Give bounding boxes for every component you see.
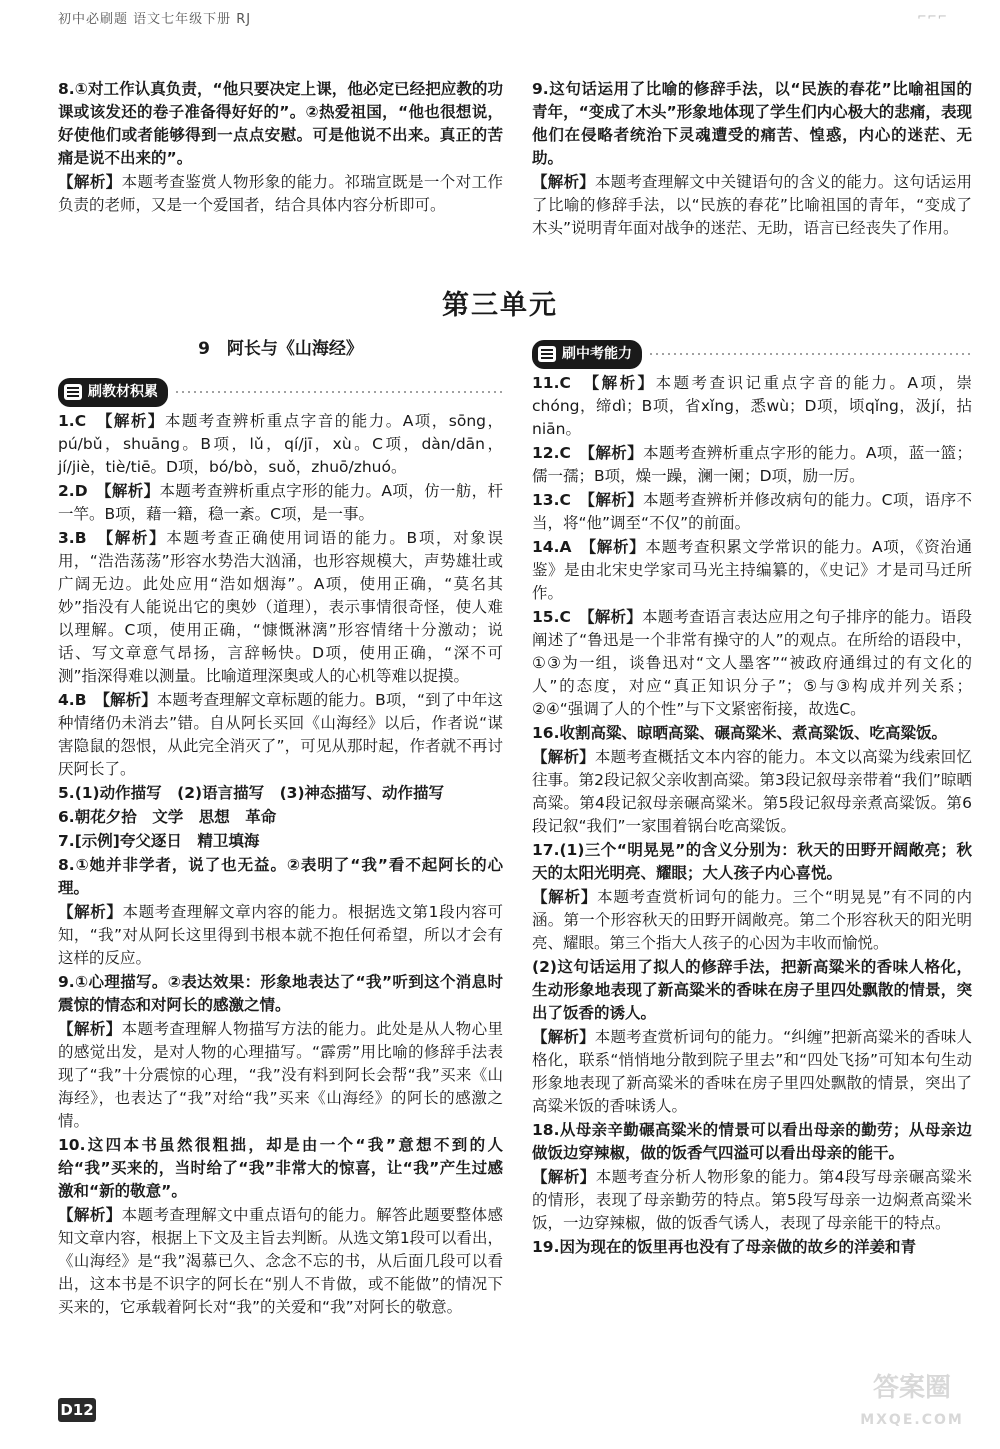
analysis-text: 本题考查理解文中关键语句的含义的能力。这句话运用了比喻的修辞手法，以“民族的春花”比喻祖国的青年，“变成了木头”说明青年面对战争的迷茫、无助，语言已经丧失了作用。 — [532, 173, 972, 237]
question-number: 16. — [532, 724, 560, 742]
question-number: 1. — [58, 412, 75, 430]
analysis-label: 【解析】 — [532, 748, 595, 766]
analysis-block — [532, 171, 972, 240]
answer-text: D — [74, 482, 88, 500]
answer-item — [58, 806, 503, 829]
watermark-logo — [842, 1372, 982, 1442]
analysis-block — [532, 886, 972, 955]
answer-text: 收割高粱、晾晒高粱、碾高粱米、煮高粱饭、吃高粱饭。 — [559, 724, 947, 742]
answer-list — [58, 410, 503, 1319]
analysis-text: 本题考查理解文中重点语句的能力。解答此题要整体感知文章内容，根据上下文及主旨去判断。从选文第1段可以看出，《山海经》是“我”渴慕已久、念念不忘的书，从后面几段可以看出，这本书是不识字的阿长在“别人不肯做，或不能做”的情况下买来的，它承载着阿长对“我”的关爱和“我”对阿长的敬意。 — [58, 1206, 503, 1316]
answer-text: [示例]夸父逐日 精卫填海 — [74, 832, 260, 850]
section-banner-right — [532, 340, 972, 368]
banner-label: 刷中考能力 — [562, 345, 632, 362]
analysis-text: 本题考查分析人物形象的能力。第4段写母亲碾高粱米的情形，表现了母亲勤劳的特点。第5段写母亲一边焖煮高粱米饭，一边穿辣椒，做的饭香气诱人，表现了母亲能干的特点。 — [532, 1168, 972, 1232]
answer-text: C — [559, 491, 571, 509]
answer-text: A — [559, 538, 572, 556]
lesson-title: 9 阿长与《山海经》 — [198, 339, 363, 359]
answer-item — [532, 1236, 972, 1259]
answer-text: B — [74, 529, 87, 547]
answer-item — [58, 410, 503, 479]
answer-text: C — [74, 412, 87, 430]
section-banner-left — [58, 378, 503, 406]
question-number: 10. — [58, 1136, 86, 1154]
answer-item — [532, 722, 972, 745]
answer-item — [58, 480, 503, 526]
analysis-label: 【解析】 — [532, 173, 595, 191]
analysis-label: 【解析】 — [104, 412, 165, 430]
top-left-column — [58, 78, 503, 218]
analysis-text: 本题考查概括文本内容的能力。本文以高粱为线索回忆往事。第2段记叙父亲收割高粱。第3段记叙母亲带着“我们”晾晒高粱。第4段记叙母亲碾高粱米。第5段记叙母亲煮高粱饭。第6段记叙“我们”一家围着锅台吃高粱饭。 — [532, 748, 972, 835]
answer-text: (2)这句话运用了拟人的修辞手法，把新高粱米的香味人格化，生动形象地表现了新高粱米的香味在房子里四处飘散的情景，突出了饭香的诱人。 — [532, 958, 972, 1022]
analysis-text: 本题考查赏析词句的能力。“纠缠”把新高粱米的香味人格化，联系“悄悄地分散到院子里去”和“四处飞扬”可知本句生动形象地表现了新高粱米的香味在房子里四处飘散的情景，突出了高粱米饭的香味诱人。 — [532, 1028, 972, 1115]
banner-badge — [58, 378, 168, 407]
answer-text: ①心理描写。②表达效果：形象地表达了“我”听到这个消息时震惊的情态和对阿长的感激之情。 — [58, 973, 503, 1014]
question-number: 13. — [532, 491, 560, 509]
analysis-block — [532, 1026, 972, 1118]
right-answers-column — [532, 340, 972, 1260]
analysis-label: 【解析】 — [105, 529, 167, 547]
question-number: 4. — [58, 691, 75, 709]
answer-text: 从母亲辛勤碾高粱米的情景可以看出母亲的勤劳；从母亲边做饭边穿辣椒，做的饭香气四溢可以看出母亲的能干。 — [532, 1121, 972, 1162]
answer-item — [58, 1134, 503, 1203]
analysis-block — [58, 1018, 503, 1133]
analysis-block — [58, 171, 503, 217]
answer-text: C — [559, 608, 571, 626]
analysis-block — [58, 901, 503, 970]
answer-text: 因为现在的饭里再也没有了母亲做的故乡的洋姜和青 — [559, 1238, 916, 1256]
brush-icon — [538, 346, 556, 362]
analysis-text: 本题考查赏析词句的能力。三个“明晃晃”有不同的内涵。第一个形容秋天的田野开阔敞亮。第二个形容秋天的阳光明亮、耀眼。第三个指大人孩子的心因为丰收而愉悦。 — [532, 888, 972, 952]
header-text: 初中必刷题 语文七年级下册 RJ — [58, 12, 252, 27]
analysis-label: 【解析】 — [103, 482, 160, 500]
watermark-title: 答案圈 — [872, 1373, 951, 1403]
analysis-label: 【解析】 — [58, 903, 123, 921]
analysis-text: 本题考查辨析重点字形的能力。A项，仿一舫，杆一竿。B项，藉一籍，稳一紊。C项，是一事。 — [58, 482, 503, 523]
analysis-label: 【解析】 — [587, 491, 644, 509]
analysis-label: 【解析】 — [588, 538, 646, 556]
answer-text: ①对工作认真负责，“他只要决定上课，他必定已经把应教的功课或该发还的卷子准备得好好的”。②热爱祖国，“他也很想说，好使他们或者能够得到一点点安慰。可是他说不出来。真正的苦痛是说不出来的”。 — [58, 80, 503, 167]
question-number: 8. — [58, 80, 75, 98]
analysis-block — [532, 746, 972, 838]
answer-item — [532, 78, 972, 170]
answer-text: (1)三个“明晃晃”的含义分别为：秋天的田野开阔敞亮；秋天的太阳光明亮、耀眼；大人孩子内心喜悦。 — [532, 841, 972, 882]
answer-text: B — [74, 691, 87, 709]
answer-list — [532, 372, 972, 1259]
brush-icon — [64, 384, 82, 400]
analysis-text: 本题考查语言表达应用之句子排序的能力。语段阐述了“鲁迅是一个非常有操守的人”的观点。在所给的语段中，①③为一组，谈鲁迅对“文人墨客”“被政府通缉过的有文化的人”的态度，对应“真正知识分子”；⑤与③构成并列关系；②④“强调了人的个性”与下文紧密衔接，故选C。 — [532, 608, 972, 718]
left-answers-column — [58, 378, 503, 1320]
analysis-label: 【解析】 — [591, 374, 656, 392]
answer-item — [58, 689, 503, 781]
analysis-text: 本题考查辨析重点字形的能力。A项，蓝一篮；儒一孺；B项，燥一躁，澜一阑；D项，励一厉。 — [532, 444, 972, 485]
answer-item — [58, 782, 503, 805]
analysis-text: 本题考查辨析并修改病句的能力。C项，语序不当，将“他”调至“不仅”的前面。 — [532, 491, 972, 532]
banner-badge — [532, 340, 642, 369]
analysis-label: 【解析】 — [58, 173, 122, 191]
answer-item — [532, 536, 972, 605]
answer-item — [532, 606, 972, 721]
question-number: 8. — [58, 856, 75, 874]
analysis-label: 【解析】 — [58, 1206, 122, 1224]
analysis-text: 本题考查辨析重点字音的能力。A项，sōng，pú/bǔ，shuāng。B项，lǔ，qí/jī，xù。C项，dàn/dān，jí/jiè，tiè/tiē。D项，bó/bò，suǒ，zhuō/zhuó。 — [58, 412, 503, 476]
watermark-url: MXQE.COM — [860, 1412, 964, 1428]
analysis-label: 【解析】 — [532, 1028, 595, 1046]
question-number: 7. — [58, 832, 75, 850]
analysis-label: 【解析】 — [586, 608, 642, 626]
answer-item — [532, 372, 972, 441]
answer-item — [58, 854, 503, 900]
answer-text: ①她并非学者，说了也无益。②表明了“我”看不起阿长的心理。 — [58, 856, 503, 897]
analysis-block — [58, 1204, 503, 1319]
analysis-text: 本题考查识记重点字音的能力。A项，崇chóng，缔dì；B项，省xǐng，悉wù；D项，顷qǐng，汲jí，拈niān。 — [532, 374, 972, 438]
analysis-text: 本题考查鉴赏人物形象的能力。祁瑞宣既是一个对工作负责的老师，又是一个爱国者，结合具体内容分析即可。 — [58, 173, 503, 214]
analysis-text: 本题考查理解人物描写方法的能力。此处是从人物心里的感觉出发，是对人物的心理描写。“霹雳”用比喻的修辞手法表现了“我”十分震惊的心理，“我”没有料到阿长会帮“我”买来《山海经》，也表达了“我”对给“我”买来《山海经》的阿长的感激之情。 — [58, 1020, 503, 1130]
question-number: 9. — [58, 973, 75, 991]
question-number: 3. — [58, 529, 75, 547]
dotted-divider — [648, 353, 972, 355]
analysis-label: 【解析】 — [532, 1168, 596, 1186]
page-header — [58, 8, 958, 34]
answer-text: 这四本书虽然很粗拙，却是由一个“我”意想不到的人给“我”买来的，当时给了“我”非常大的惊喜，让“我”产生过感激和“新的敬意”。 — [58, 1136, 503, 1200]
answer-item — [58, 971, 503, 1017]
analysis-label: 【解析】 — [587, 444, 644, 462]
question-number: 17. — [532, 841, 560, 859]
answer-item — [58, 527, 503, 688]
unit-title: 第三单元 — [442, 290, 558, 321]
answer-item — [532, 442, 972, 488]
question-number: 5. — [58, 784, 75, 802]
question-number: 19. — [532, 1238, 560, 1256]
answer-text: 朝花夕拾 文学 思想 革命 — [74, 808, 277, 826]
analysis-text: 本题考查理解文章内容的能力。根据选文第1段内容可知，“我”对从阿长这里得到书根本就不抱任何希望，所以才会有这样的反应。 — [58, 903, 503, 967]
top-right-column — [532, 78, 972, 241]
analysis-text: 本题考查正确使用词语的能力。B项，对象误用，“浩浩荡荡”形容水势浩大汹涌，也形容规模大，声势雄壮或广阔无边。此处应用“浩如烟海”。A项，使用正确，“莫名其妙”指没有人能说出它的奥妙（道理），表示事情很奇怪，使人难以理解。C项，使用正确，“慷慨淋漓”形容情绪十分激动；说话、写文章意气昂扬，言辞畅快。D项，使用正确，“深不可测”指深得难以测量。比喻道理深奥或人的心机等难以捉摸。 — [58, 529, 503, 685]
analysis-text: 本题考查理解文章标题的能力。B项，“到了中年这种情绪仍未消去”错。自从阿长买回《山海经》以后，作者说“谋害隐鼠的怨恨，从此完全消灭了”，可见从那时起，作者就不再讨厌阿长了。 — [58, 691, 503, 778]
answer-text: C — [559, 444, 571, 462]
answer-text: 这句话运用了比喻的修辞手法，以“民族的春花”比喻祖国的青年，“变成了木头”形象地体现了学生们内心极大的悲痛，表现他们在侵略者统治下灵魂遭受的痛苦、惶惑，内心的迷茫、无助。 — [532, 80, 972, 167]
question-number: 14. — [532, 538, 560, 556]
answer-text: (1)动作描写 (2)语言描写 (3)神态描写、动作描写 — [74, 784, 445, 802]
page-number: D12 — [58, 1398, 96, 1422]
answer-item — [58, 78, 503, 170]
answer-item — [532, 956, 972, 1025]
question-number: 18. — [532, 1121, 560, 1139]
banner-label: 刷教材积累 — [88, 383, 158, 400]
question-number: 9. — [532, 80, 549, 98]
analysis-label: 【解析】 — [58, 1020, 122, 1038]
analysis-label: 【解析】 — [532, 888, 598, 906]
answer-item — [532, 489, 972, 535]
dotted-divider — [174, 391, 503, 393]
answer-item — [58, 830, 503, 853]
answer-text: C — [559, 374, 571, 392]
analysis-block — [532, 1166, 972, 1235]
question-number: 12. — [532, 444, 560, 462]
analysis-label: 【解析】 — [102, 691, 157, 709]
answer-item — [532, 839, 972, 885]
question-number: 6. — [58, 808, 75, 826]
analysis-text: 本题考查积累文学常识的能力。A项，《资治通鉴》是由北宋史学家司马光主持编纂的，《史记》才是司马迁所作。 — [532, 538, 972, 602]
question-number: 15. — [532, 608, 560, 626]
question-number: 11. — [532, 374, 560, 392]
header-corner-mark: ⌐⌐⌐ — [917, 10, 948, 23]
answer-item — [532, 1119, 972, 1165]
question-number: 2. — [58, 482, 75, 500]
